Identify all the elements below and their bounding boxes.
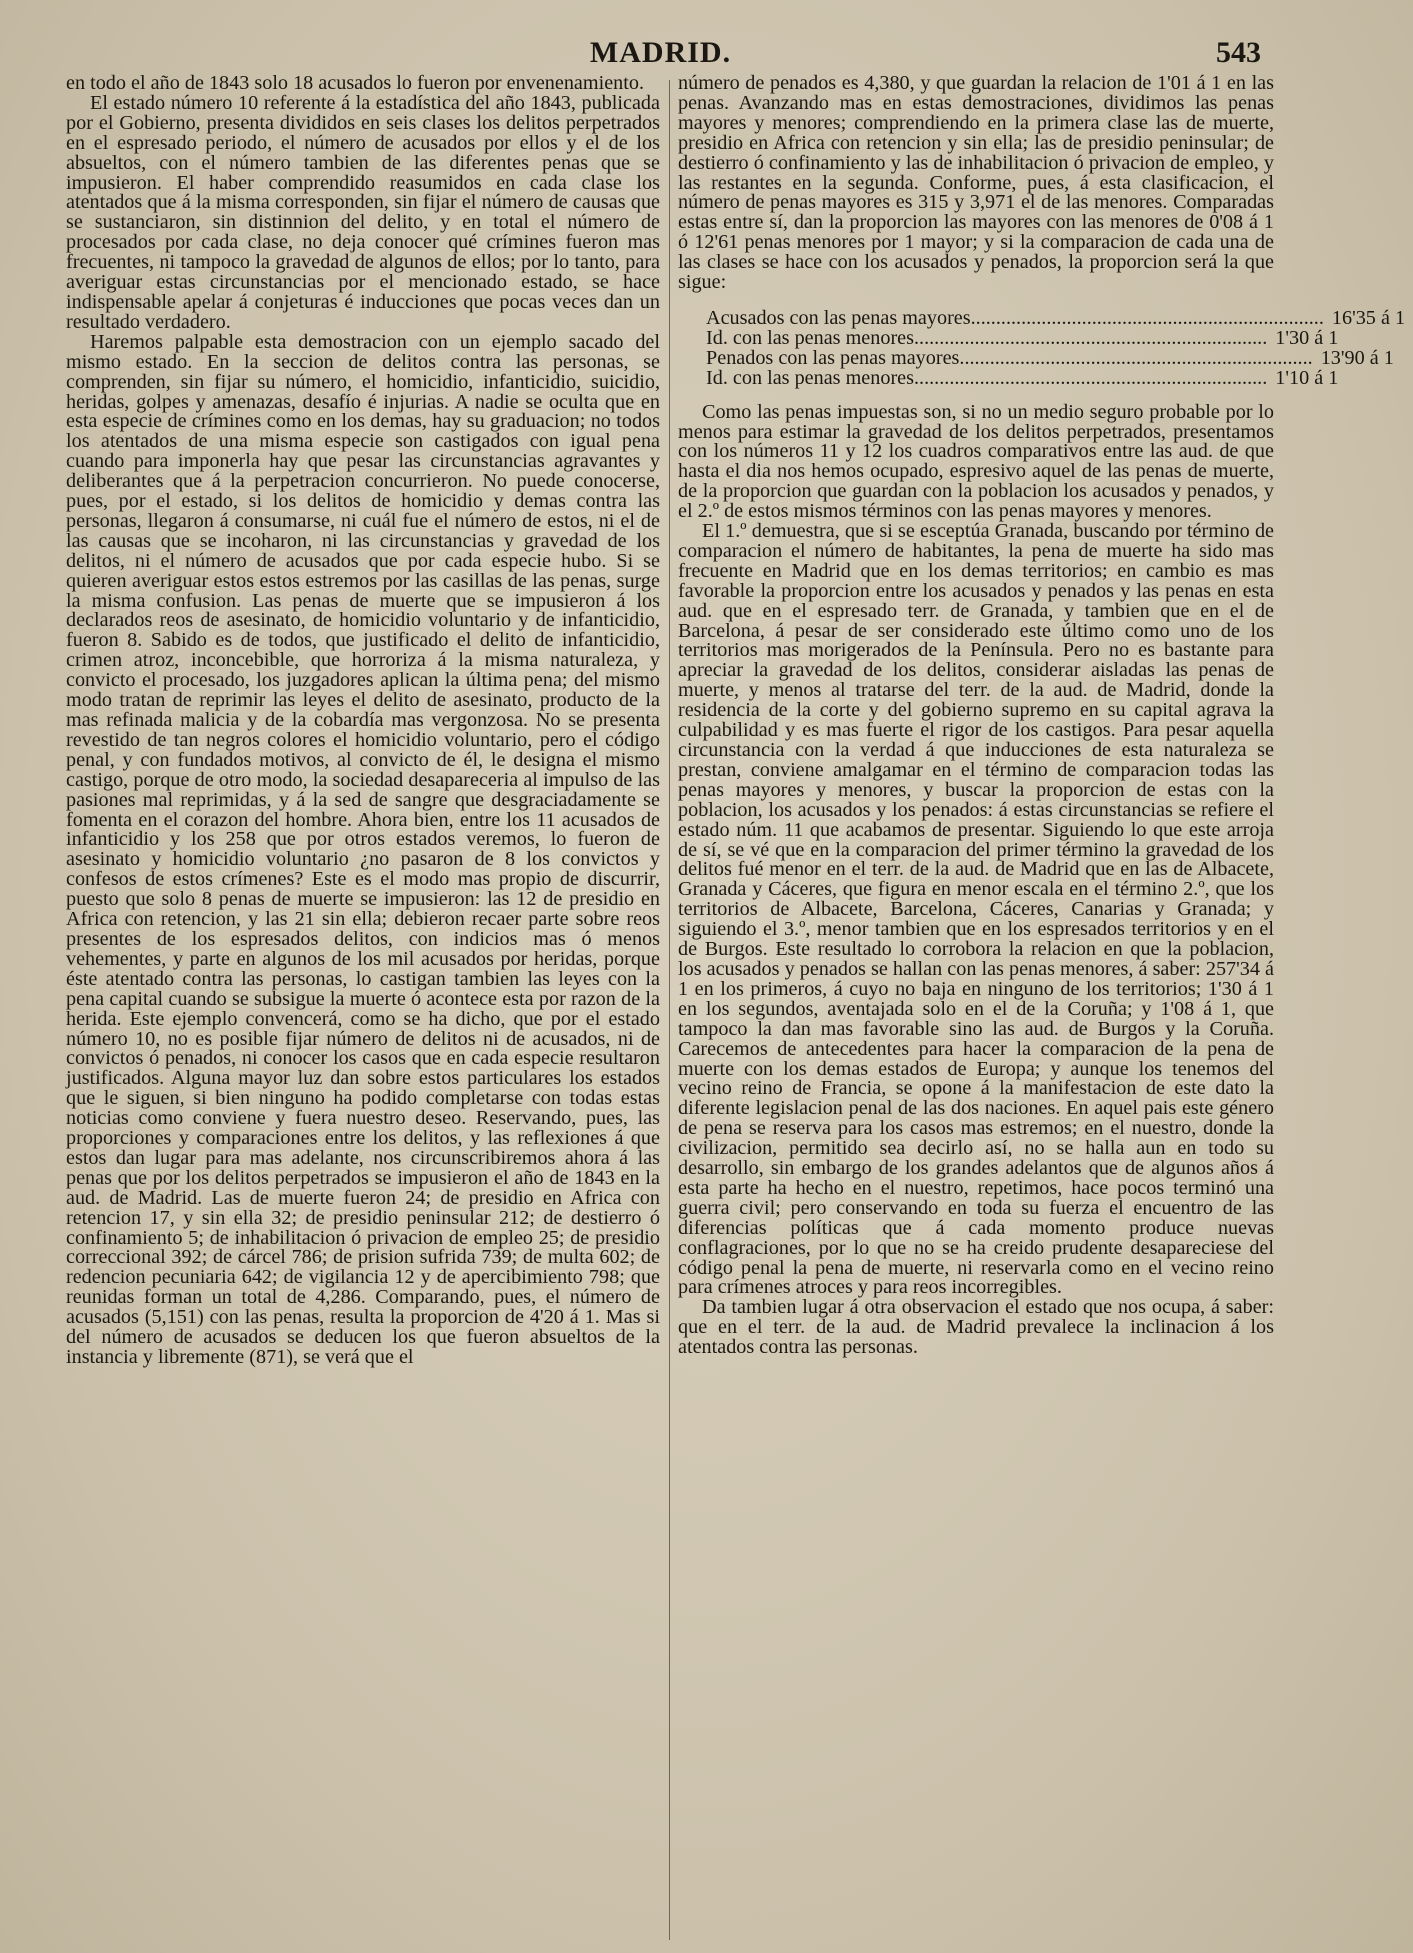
ratio-row — [706, 346, 1394, 369]
page-number: 543 — [1216, 36, 1261, 69]
ratio-row — [706, 326, 1339, 349]
ratio-value: 16'35 á 1 — [1331, 306, 1406, 329]
ratio-row — [706, 366, 1339, 389]
leader-dots: ...................................................................... — [970, 306, 1324, 329]
ratio-row — [706, 306, 1406, 329]
ratio-table — [706, 306, 1406, 389]
ratio-value: 13'90 á 1 — [1320, 346, 1394, 369]
ratio-label: Id. con las penas menores — [706, 326, 914, 349]
ratio-value: 1'30 á 1 — [1275, 326, 1339, 349]
running-title: MADRID. — [589, 36, 732, 69]
ratio-value: 1'10 á 1 — [1275, 366, 1339, 389]
paragraph: El estado número 10 referente á la estadística del año 1843, publicada por el Gobierno, presenta divididos en seis clases los delitos perpetrados en el espresado periodo, el número de acusados por ellos y el de los absueltos, con el número tambien de las diferentes penas que se impusieron. El haber comprendido reasumidos en cada clase los atentados que á la misma corresponden, sin fijar el número de causas que se sustanciaron, sin distinnion del delito, y en total el número de procesados por cada clase, no deja conocer qué crímines fueron mas frecuentes, ni tampoco la gravedad de algunos de ellos; por lo tanto, para averiguar estas circunstancias por el mencionado estado, se hace indispensable apelar á conjeturas é inducciones que pocas veces dan un resultado verdadero. — [66, 91, 660, 333]
page-header — [60, 36, 1261, 72]
leader-dots: ...................................................................... — [913, 366, 1268, 389]
leader-dots: ...................................................................... — [913, 326, 1268, 349]
paragraph: Como las penas impuestas son, si no un medio seguro probable por lo menos para estimar la gravedad de los delitos perpetrados, presentamos con los números 11 y 12 los cuadros comparativos entre las aud. de que hasta el dia nos hemos ocupado, espresivo aquel de las penas de muerte, de la proporcion que guardan con la poblacion los acusados y penados, y el 2.º de estos mismos términos con las penas mayores y menores. — [678, 400, 1274, 523]
ratio-label: Penados con las penas mayores — [706, 346, 960, 369]
column-divider — [669, 80, 670, 1940]
paragraph: Da tambien lugar á otra observacion el estado que nos ocupa, á saber: que en el terr. de la aud. de Madrid prevalece la inclinacion á los atentados contra las personas. — [678, 1296, 1274, 1359]
paragraph: en todo el año de 1843 solo 18 acusados lo fueron por envenenamiento. — [66, 72, 644, 94]
paragraph: Haremos palpable esta demostracion con un ejemplo sacado del mismo estado. En la seccion de delitos contra las personas, se comprenden, sin fijar su número, el homicidio, infanticidio, suicidio, heridas, golpes y amenazas, desafío é injurias. A nadie se oculta que en esta especie de crímines como en los demas, hay su graduacion; no todos los atentados de una misma especie son castigados con igual pena cuando para imponerla hay que pesar las circunstancias agravantes y deliberantes que á la perpetracion concurrieron. No puede conocerse, pues, por el estado, si los delitos de homicidio y demas contra las personas, llegaron á consumarse, ni cuál fue el número de estos, ni el de las causas que se incoharon, ni las circunstancias y gravedad de los delitos, ni el número de acusados que por cada especie hubo. Si se quieren averiguar estos estos estremos por las casillas de las penas, surge la misma confusion. Las penas de muerte que se impusieron á los declarados reos de asesinato, de homicidio voluntario y de infanticidio, fueron 8. Sabido es de todos, que justificado el delito de infanticidio, crimen atroz, inconcebible, que horroriza á la misma naturaleza, y convicto el procesado, los juzgadores aplican la última pena; del mismo modo tratan de reprimir las leyes el delito de asesinato, producto de la mas refinada malicia y de la cobardía mas vergonzosa. No se presenta revestido de tan negros colores el homicidio voluntario, pero el código penal, y con fundados motivos, al convicto de él, le designa el mismo castigo, porque de otro modo, la sociedad desapareceria al impulso de las pasiones mal reprimidas, y á la sed de sangre que desgraciadamente se fomenta en el corazon del hombre. Ahora bien, entre los 11 acusados de infanticidio y los 258 que por otros estados veremos, lo fueron de asesinato y homicidio voluntario ¿no pasaron de 8 los convictos y confesos de estos crímenes? Este es el modo mas propio de discurrir, puesto que solo 8 penas de muerte se impusieron: las 12 de presidio en Africa con retencion, y las 21 sin ella; debieron recaer parte sobre reos presentes de los espresados delitos, con indicios mas ó menos vehementes, y parte en algunos de los mil acusados por heridas, porque éste atentado contra las personas, lo castigan tambien las leyes con la pena capital cuando se subsigue la muerte ó acontece esta por razon de la herida. Este ejemplo convencerá, como se ha dicho, que por el estado número 10, no es posible fijar número de delitos ni de acusados, ni de convictos ó penados, ni conocer los casos que en cada especie resultaron justificados. Alguna mayor luz dan sobre estos particulares los estados que le siguen, si bien ninguno ha podido completarse con todas estas noticias como conviene y fuera nuestro deseo. Reservando, pues, las proporciones y comparaciones entre los delitos, y las reflexiones á que estos dan lugar para mas adelante, nos circunscribiremos ahora á las penas que por los delitos perpetrados se impusieron el año de 1843 en la aud. de Madrid. Las de muerte fueron 24; de presidio en Africa con retencion 17, y sin ella 32; de presidio peninsular 212; de destierro ó confinamiento 5; de inhabilitacion ó privacion de empleo 25; de presidio correccional 392; de cárcel 786; de prision sufrida 739; de multa 602; de redencion pecuniaria 642; de vigilancia 12 y de apercibimiento 798; que reunidas forman un total de 4,286. Comparando, pues, el número de acusados (5,151) con las penas, resulta la proporcion de 4'20 á 1. Mas si del número de acusados se deducen los que fueron absueltos de la instancia y libremente (871), se verá que el — [66, 330, 660, 1368]
leader-dots: ...................................................................... — [959, 346, 1313, 369]
left-column — [66, 74, 660, 1944]
ratio-label: Id. con las penas menores — [706, 366, 914, 389]
paragraph: El 1.º demuestra, que si se esceptúa Granada, buscando por término de comparacion el número de habitantes, la pena de muerte ha sido mas frecuente en Madrid que en los demas territorios; en cambio es mas favorable la proporcion entre los acusados y penados y las penas en esta aud. que en el espresado terr. de Granada, y tambien que en el de Barcelona, á pesar de ser considerado este último como uno de los territorios mas morigerados de la Península. Pero no es bastante para apreciar la gravedad de los delitos, considerar aisladas las penas de muerte, y menos al tratarse del terr. de la aud. de Madrid, donde la residencia de la corte y del gobierno supremo en su capital agrava la culpabilidad y es mas fuerte el rigor de los castigos. Para pesar aquella circunstancia con la verdad á que inducciones de esta naturaleza se prestan, conviene amalgamar en el término de comparacion todas las penas mayores y menores, y buscar la proporcion de estas con la poblacion, los acusados y los penados: á estas circunstancias se refiere el estado núm. 11 que acabamos de presentar. Siguiendo lo que este arroja de sí, se vé que en la comparacion del primer término la gravedad de los delitos fué menor en el terr. de la aud. de Madrid que en las de Albacete, Granada y Cáceres, que figura en menor escala en el término 2.º, que los territorios de Albacete, Barcelona, Cáceres, Canarias y Granada; y siguiendo el 3.º, menor tambien que en los espresados territorios y en el de Burgos. Este resultado lo corrobora la relacion en que la poblacion, los acusados y penados se hallan con las penas menores, á saber: 257'34 á 1 en los primeros, á cuyo no baja en ninguno de los territorios; 1'30 á 1 en los segundos, aventajada solo en el de la Coruña; y 1'08 á 1, que tampoco la dan mas favorable sino las aud. de Burgos y la Coruña. Carecemos de antecedentes para hacer la comparacion de la pena de muerte con los demas estados de Europa; y aunque los tenemos del vecino reino de Francia, se opone á la manifestacion de este dato la diferente legislacion penal de las dos naciones. En aquel pais este género de pena se reserva para los casos mas estremos; en el nuestro, donde la civilizacion, permitido sea decirlo así, no se halla aun en todo su desarrollo, sin embargo de los grandes adelantos que de algunos años á esta parte ha hecho en el nuestro, repetimos, hace pocos terminó una guerra civil; pero conservando en toda su fuerza el encuentro de las diferencias políticas que á cada momento produce nuevas conflagraciones, por lo que no se ha creido prudente desapareciese del código penal la pena de muerte, ni reservarla como en el vecino reino para crímenes atroces y para reos incorregibles. — [678, 520, 1274, 1299]
ratio-label: Acusados con las penas mayores — [706, 306, 971, 329]
right-column — [678, 72, 1406, 1944]
paragraph: número de penados es 4,380, y que guardan la relacion de 1'01 á 1 en las penas. Avanzando mas en estas demostraciones, dividimos las penas mayores y menores; comprendiendo en la primera clase las de muerte, presidio en Africa con retencion y sin ella; las de presidio peninsular; de destierro ó confinamiento y las de inhabilitacion ó privacion de empleo, y las restantes en la segunda. Conforme, pues, á esta clasificacion, el número de penas mayores es 315 y 3,971 el de las menores. Comparadas estas entre sí, dan la proporcion las mayores con las menores de 0'08 á 1 ó 12'61 penas menores por 1 mayor; y si la comparacion de cada una de las clases se hace con los acusados y penados, la proporcion será la que sigue: — [678, 72, 1274, 294]
